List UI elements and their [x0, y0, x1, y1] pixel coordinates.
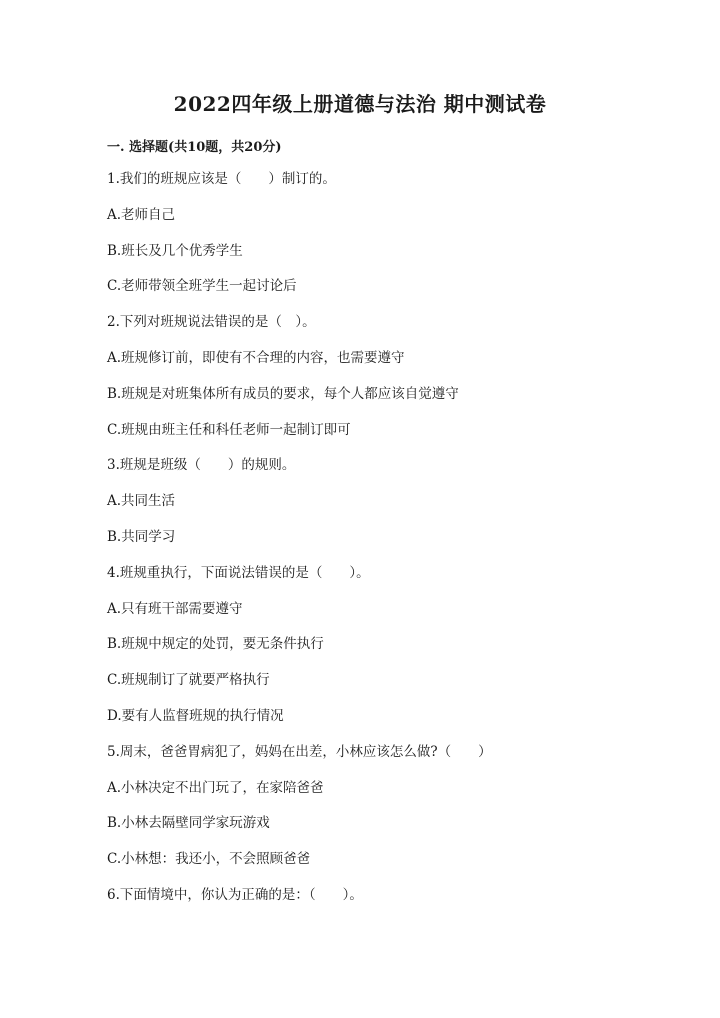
option-line: B.班规是对班集体所有成员的要求，每个人都应该自觉遵守	[107, 385, 459, 402]
question-line: 1.我们的班规应该是（ ）制订的。	[107, 171, 336, 187]
option-line: A.共同生活	[107, 493, 176, 510]
option-line: A.老师自己	[107, 206, 176, 223]
option-line: C.老师带领全班学生一起讨论后	[107, 278, 297, 295]
option-line: D.要有人监督班规的执行情况	[107, 707, 284, 724]
option-line: B.班长及几个优秀学生	[107, 242, 243, 259]
question-line: 4.班规重执行，下面说法错误的是（ ）。	[107, 564, 370, 581]
option-line: B.共同学习	[107, 528, 176, 545]
question-line: 5.周末，爸爸胃病犯了，妈妈在出差，小林应该怎么做?（ ）	[107, 743, 492, 760]
option-line: C.班规由班主任和科任老师一起制订即可	[107, 421, 351, 438]
question-line: 2.下列对班规说法错误的是（ ）。	[107, 314, 316, 331]
option-line: B.小林去隔壁同学家玩游戏	[107, 815, 270, 832]
section-heading: 一. 选择题(共10题，共20分)	[107, 140, 282, 155]
option-line: B.班规中规定的处罚，要无条件执行	[107, 636, 324, 653]
question-line: 6.下面情境中，你认为正确的是：（ ）。	[107, 886, 363, 903]
option-line: C.小林想：我还小，不会照顾爸爸	[107, 851, 311, 868]
question-line: 3.班规是班级（ ）的规则。	[107, 457, 296, 474]
page-title: 2022四年级上册道德与法治 期中测试卷	[173, 92, 547, 116]
option-line: A.小林决定不出门玩了，在家陪爸爸	[107, 779, 324, 796]
question-list	[107, 168, 667, 920]
option-line: A.只有班干部需要遵守	[107, 600, 243, 617]
option-line: A.班规修订前，即使有不合理的内容，也需要遵守	[107, 349, 405, 366]
option-line: C.班规制订了就要严格执行	[107, 672, 270, 689]
